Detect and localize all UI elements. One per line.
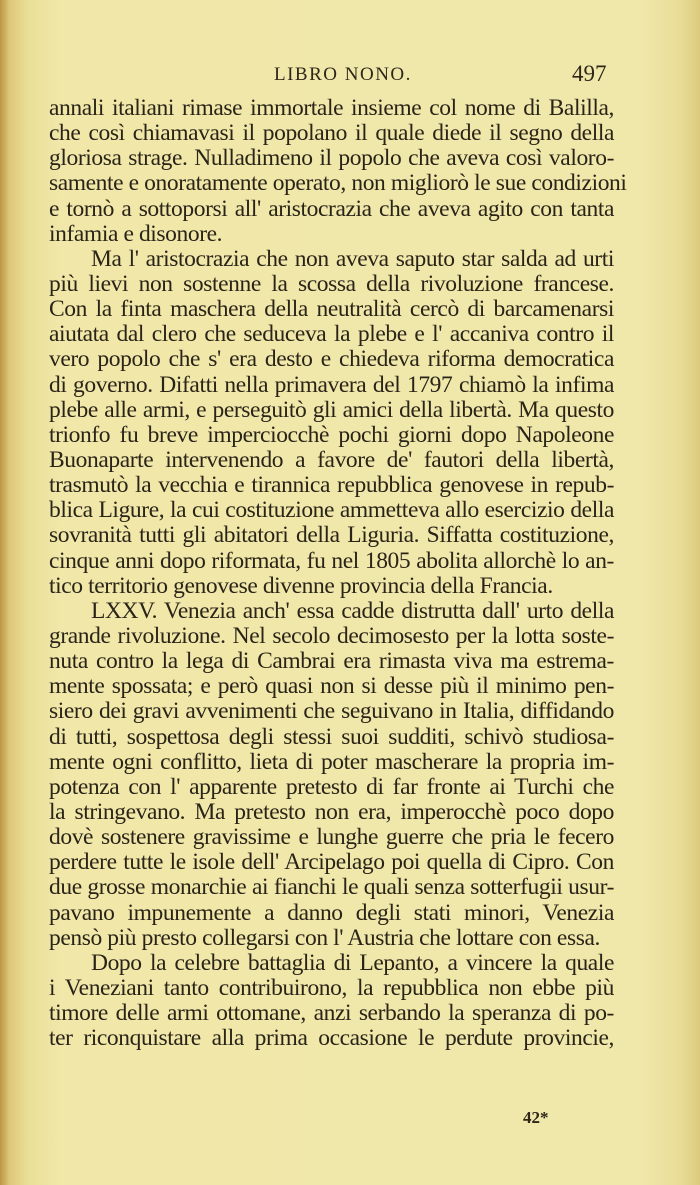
text-line: più lievi non sostenne la scossa della rivoluzione francese. bbox=[49, 270, 614, 297]
text-line: mente spossata; e però quasi non si desse più il minimo pen- bbox=[49, 673, 614, 700]
text-line: siero dei gravi avvenimenti che seguivano in Italia, diffidando bbox=[49, 698, 614, 725]
text-line: trionfo fu breve imperciocchè pochi giorni dopo Napoleone bbox=[49, 421, 614, 448]
page-binding-edge bbox=[0, 0, 8, 1185]
text-line: samente e onoratamente operato, non migliorò le sue condizioni bbox=[49, 170, 627, 197]
text-line: che così chiamavasi il popolano il quale diede il segno della bbox=[49, 120, 614, 147]
text-line: due grosse monarchie ai fianchi le quali senza sotterfugii usur- bbox=[49, 874, 614, 901]
text-line: di governo. Difatti nella primavera del 1797 chiamò la infima bbox=[49, 371, 614, 398]
text-line: i Veneziani tanto contribuirono, la repubblica non ebbe più bbox=[49, 974, 614, 1001]
text-line: pensò più presto collegarsi con l' Austria che lottare con essa. bbox=[49, 924, 600, 951]
text-line: e tornò a sottoporsi all' aristocrazia che aveva agito con tanta bbox=[49, 195, 614, 222]
page-header bbox=[0, 60, 700, 90]
running-title: LIBRO NONO. bbox=[274, 64, 412, 85]
text-line: la stringevano. Ma pretesto non era, imperocchè poco dopo bbox=[49, 798, 614, 825]
text-line: Con la finta maschera della neutralità cercò di barcamenarsi bbox=[49, 296, 614, 323]
text-line: blica Ligure, la cui costituzione ammetteva allo esercizio della bbox=[49, 497, 614, 524]
text-line: perdere tutte le isole dell' Arcipelago poi quella di Cipro. Con bbox=[49, 849, 614, 876]
text-line: nuta contro la lega di Cambrai era rimasta viva ma estrema- bbox=[49, 648, 614, 675]
paragraph-start-line: Ma l' aristocrazia che non aveva saputo star salda ad urti bbox=[91, 245, 614, 272]
paragraph-start-line: Dopo la celebre battaglia di Lepanto, a vincere la quale bbox=[91, 949, 614, 976]
text-line: timore delle armi ottomane, anzi serbando la speranza di po- bbox=[49, 1000, 614, 1027]
text-line: potenza con l' apparente pretesto di far fronte ai Turchi che bbox=[49, 773, 614, 800]
body-text bbox=[49, 95, 627, 1052]
text-line: plebe alle armi, e perseguitò gli amici della libertà. Ma questo bbox=[49, 396, 614, 423]
paragraph-start-line: LXXV. Venezia anch' essa cadde distrutta dall' urto della bbox=[91, 597, 614, 624]
text-line: dovè sostenere gravissime e lunghe guerre che pria le fecero bbox=[49, 824, 614, 851]
text-line: trasmutò la vecchia e tirannica repubblica genovese in repub- bbox=[49, 472, 614, 499]
text-line: sovranità tutti gli abitatori della Liguria. Siffatta costituzione, bbox=[49, 522, 614, 549]
text-line: infamia e disonore. bbox=[49, 220, 223, 247]
text-line: annali italiani rimase immortale insieme col nome di Balilla, bbox=[49, 95, 614, 121]
text-line: grande rivoluzione. Nel secolo decimosesto per la lotta soste- bbox=[49, 622, 614, 649]
text-line: ter riconquistare alla prima occasione le perdute provincie, bbox=[49, 1025, 614, 1052]
text-line: di tutti, sospettosa degli stessi suoi sudditi, schivò studiosa- bbox=[49, 723, 614, 750]
text-line: gloriosa strage. Nulladimeno il popolo che aveva così valoro- bbox=[49, 145, 614, 172]
text-line: tico territorio genovese divenne provincia della Francia. bbox=[49, 572, 553, 599]
signature-mark: 42* bbox=[523, 1108, 549, 1127]
text-line: aiutata dal clero che seduceva la plebe e l' accaniva contro il bbox=[49, 321, 614, 348]
text-line: vero popolo che s' era desto e chiedeva riforma democratica bbox=[49, 346, 614, 373]
text-line: pavano impunemente a danno degli stati minori, Venezia bbox=[49, 899, 614, 926]
page-number: 497 bbox=[572, 61, 607, 86]
text-line: cinque anni dopo riformata, fu nel 1805 abolita allorchè lo an- bbox=[49, 547, 614, 574]
text-line: mente ogni conflitto, lieta di poter mascherare la propria im- bbox=[49, 748, 614, 775]
text-line: Buonaparte intervenendo a favore de' fautori della libertà, bbox=[49, 446, 614, 473]
